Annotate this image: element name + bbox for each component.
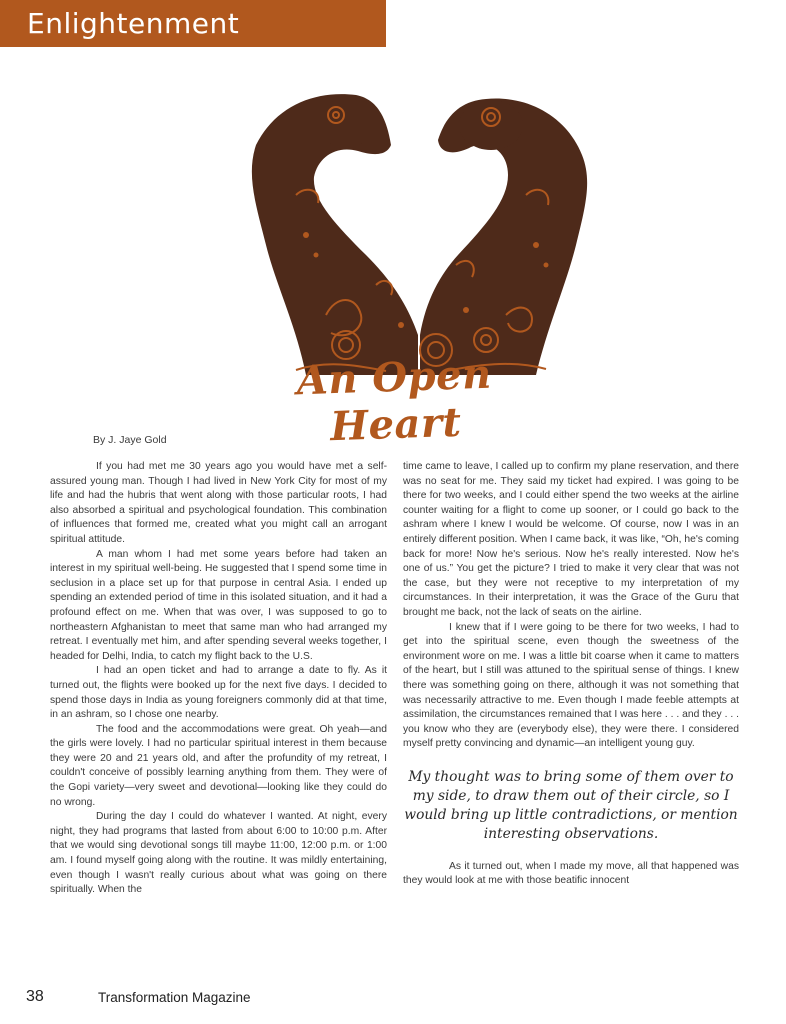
- paragraph: time came to leave, I called up to confirm my plane reservation, and there was no seat for me. They said my ticket had expired. I was going to be there for two weeks, and I could either spend the two weeks at the airline counter waiting for a flight to come up sooner, or I could go back to the ashram where I knew I would be welcome. Of course, now I was in an entirely different position. When I came back, it was like, “Oh, he's coming back for more! Now he's serious. Now he's really interested. Now he's one of us.” You get the picture? I tried to make it very clear that was not the case, but they were not receptive to my interpretation of my circumstances. In their interpretation, it was the Grace of the Guru that brought me back, not the lack of seats on the airline.: [403, 461, 740, 618]
- left-column: [50, 460, 387, 898]
- paragraph: I had an open ticket and had to arrange a date to fly. As it turned out, the flights were booked up for the next five days. I decided to spend those days in India as young foreigners commonly did at that time, in an ashram, so I chose one nearby.: [50, 665, 387, 721]
- paragraph: I knew that if I were going to be there for two weeks, I had to get into the spiritual scene, even though the sweetness of the environment wore on me. I was a little bit coarse when it came to matters of the heart, but I still was attuned to the spiritual sense of things. I knew there was something going on there, although it was not something that was necessarily attractive to me. Even though I made feeble attempts at assimilation, the circumstances remained that I was here . . . and they . . . you know who they are (everybody else), they were there. I considered myself pretty convincing and dynamic—an intelligent young guy.: [403, 621, 739, 750]
- pull-quote: My thought was to bring some of them over to my side, to draw them out of their circle, so I would bring up little contradictions, or mention interesting observations.: [404, 768, 738, 842]
- byline: By J. Jaye Gold: [93, 434, 167, 446]
- article-headline: An Open Heart: [295, 350, 493, 451]
- section-tab: Enlightenment: [0, 0, 386, 47]
- paragraph: During the day I could do whatever I wanted. At night, every night, they had programs that lasted from about 6:00 to 10:00 p.m. After that we would sing devotional songs till maybe 11:00, 12:00 p.m. or 1:00 am. I found myself going along with the routine. It was mildly entertaining, even though I wasn't really curious about what was going on there spiritually. When the: [50, 811, 387, 896]
- page-number: 38: [26, 988, 44, 1005]
- henna-hands-heart-icon: [236, 85, 602, 385]
- paragraph: A man whom I had met some years before had taken an interest in my spiritual well-being. He suggested that I spend some time in seclusion in a place set up for that purpose in central Asia. I ended up spending an extended period of time in this isolated situation, and it had a profound effect on me. When that was over, I was supposed to go to northeastern Afghanistan to meet that same man who had arranged my retreat. I eventually met him, and after spending several weeks together, I headed for Delhi, India, to catch my flight back to the U.S.: [50, 548, 387, 662]
- right-column: [403, 460, 739, 889]
- magazine-name: Transformation Magazine: [98, 990, 251, 1005]
- paragraph: The food and the accommodations were great. Oh yeah—and the girls were lovely. I had no particular spiritual interest in them because they were 20 and 21 years old, and after the profundity of my retreat, I couldn't conceive of possibly learning anything from them. They were of the Gopi variety—very sweet and devotional—looking like they could do no wrong.: [50, 723, 387, 808]
- paragraph: If you had met me 30 years ago you would have met a self-assured young man. Though I had lived in New York City for most of my life and had the hubris that went along with those particular roots, I had also absorbed a spiritual and psychological foundation. This combination of influences that formed me, created what you might call an arrogant spiritual attitude.: [50, 461, 387, 545]
- paragraph: As it turned out, when I made my move, all that happened was they would look at me with those beatific innocent: [403, 860, 739, 887]
